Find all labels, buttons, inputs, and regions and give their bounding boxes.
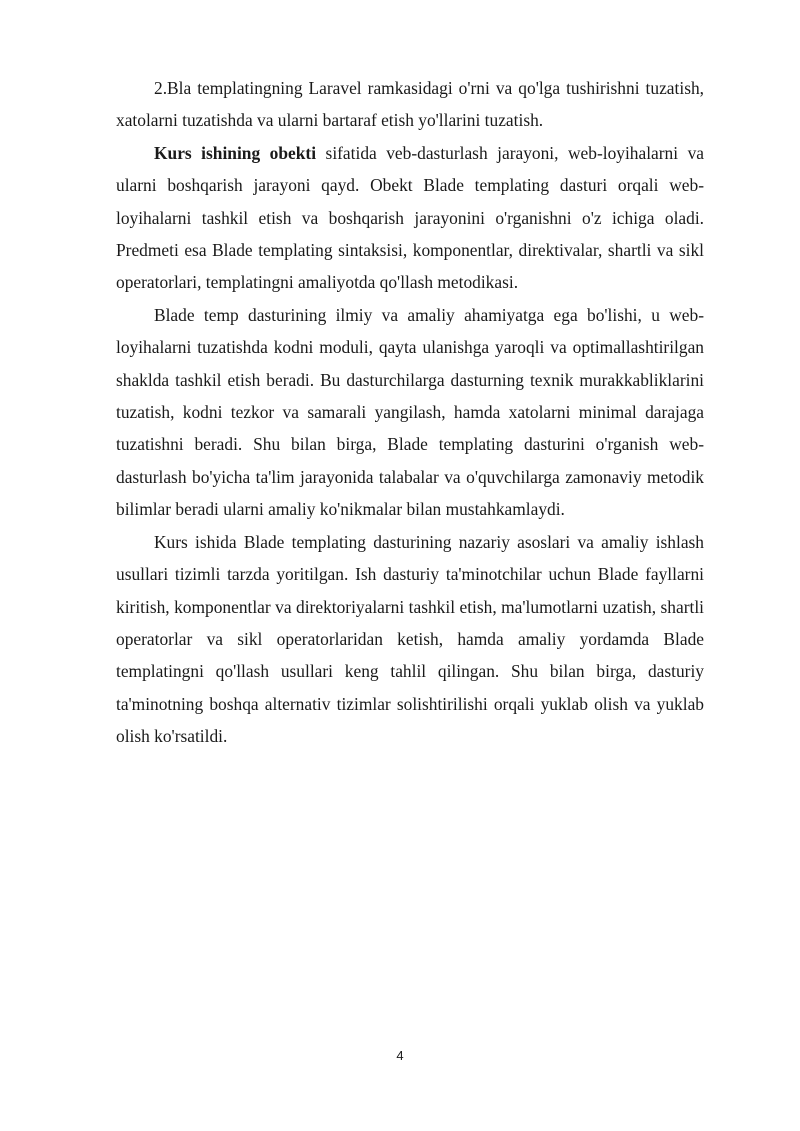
paragraph-course-object bbox=[116, 137, 704, 299]
paragraph-significance bbox=[116, 299, 704, 526]
paragraph-objectives-2 bbox=[116, 72, 704, 137]
paragraph-text: sifatida veb-dasturlash jarayoni, web-loyihalarni va ularni boshqarish jarayoni qayd. Obekt Blade templating dasturi orqali web-loyihalarni tashkil etish va boshqarish jarayonini o'rganishni o'z ichiga oladi. Predmeti esa Blade templating sintaksisi, komponentlar, direktivalar, shartli va sikl operatorlari, templatingni amaliyotda qo'llash metodikasi. bbox=[116, 142, 704, 293]
document-body bbox=[116, 72, 704, 753]
paragraph-text: Blade temp dasturining ilmiy va amaliy ahamiyatga ega bo'lishi, u web-loyihalarni tuzatishda kodni moduli, qayta ulanishga yaroqli va optimallashtirilgan shaklda tashkil etish beradi. Bu dasturchilarga dasturning texnik murakkabliklarini tuzatish, kodni tezkor va samarali yangilash, hamda xatolarni minimal darajaga tuzatishni beradi. Shu bilan birga, Blade templating dasturini o'rganish web-dasturlash bo'yicha ta'lim jarayonida talabalar va o'quvchilarga zamonaviy metodik bilimlar beradi ularni amaliy ko'nikmalar bilan mustahkamlaydi. bbox=[116, 304, 704, 520]
paragraph-course-summary bbox=[116, 526, 704, 753]
paragraph-lead-bold: Kurs ishining obekti bbox=[154, 142, 317, 163]
paragraph-text: 2.Bla templatingning Laravel ramkasidagi o'rni va qo'lga tushirishni tuzatish, xatolarni tuzatishda va ularni bartaraf etish yo'llarini tuzatish. bbox=[116, 78, 704, 131]
page-number: 4 bbox=[396, 1048, 404, 1063]
paragraph-text: Kurs ishida Blade templating dasturining nazariy asoslari va amaliy ishlash usullari tizimli tarzda yoritilgan. Ish dasturiy ta'minotchilar uchun Blade fayllarni kiritish, komponentlar va direktoriyalarni tashkil etish, ma'lumotlarni uzatish, shartli operatorlar va sikl operatorlaridan ketish, hamda amaliy yordamda Blade templatingni qo'llash usullari keng tahlil qilingan. Shu bilan birga, dasturiy ta'minotning boshqa alternativ tizimlar solishtirilishi orqali yuklab olish va yuklab olish ko'rsatildi. bbox=[116, 531, 704, 747]
